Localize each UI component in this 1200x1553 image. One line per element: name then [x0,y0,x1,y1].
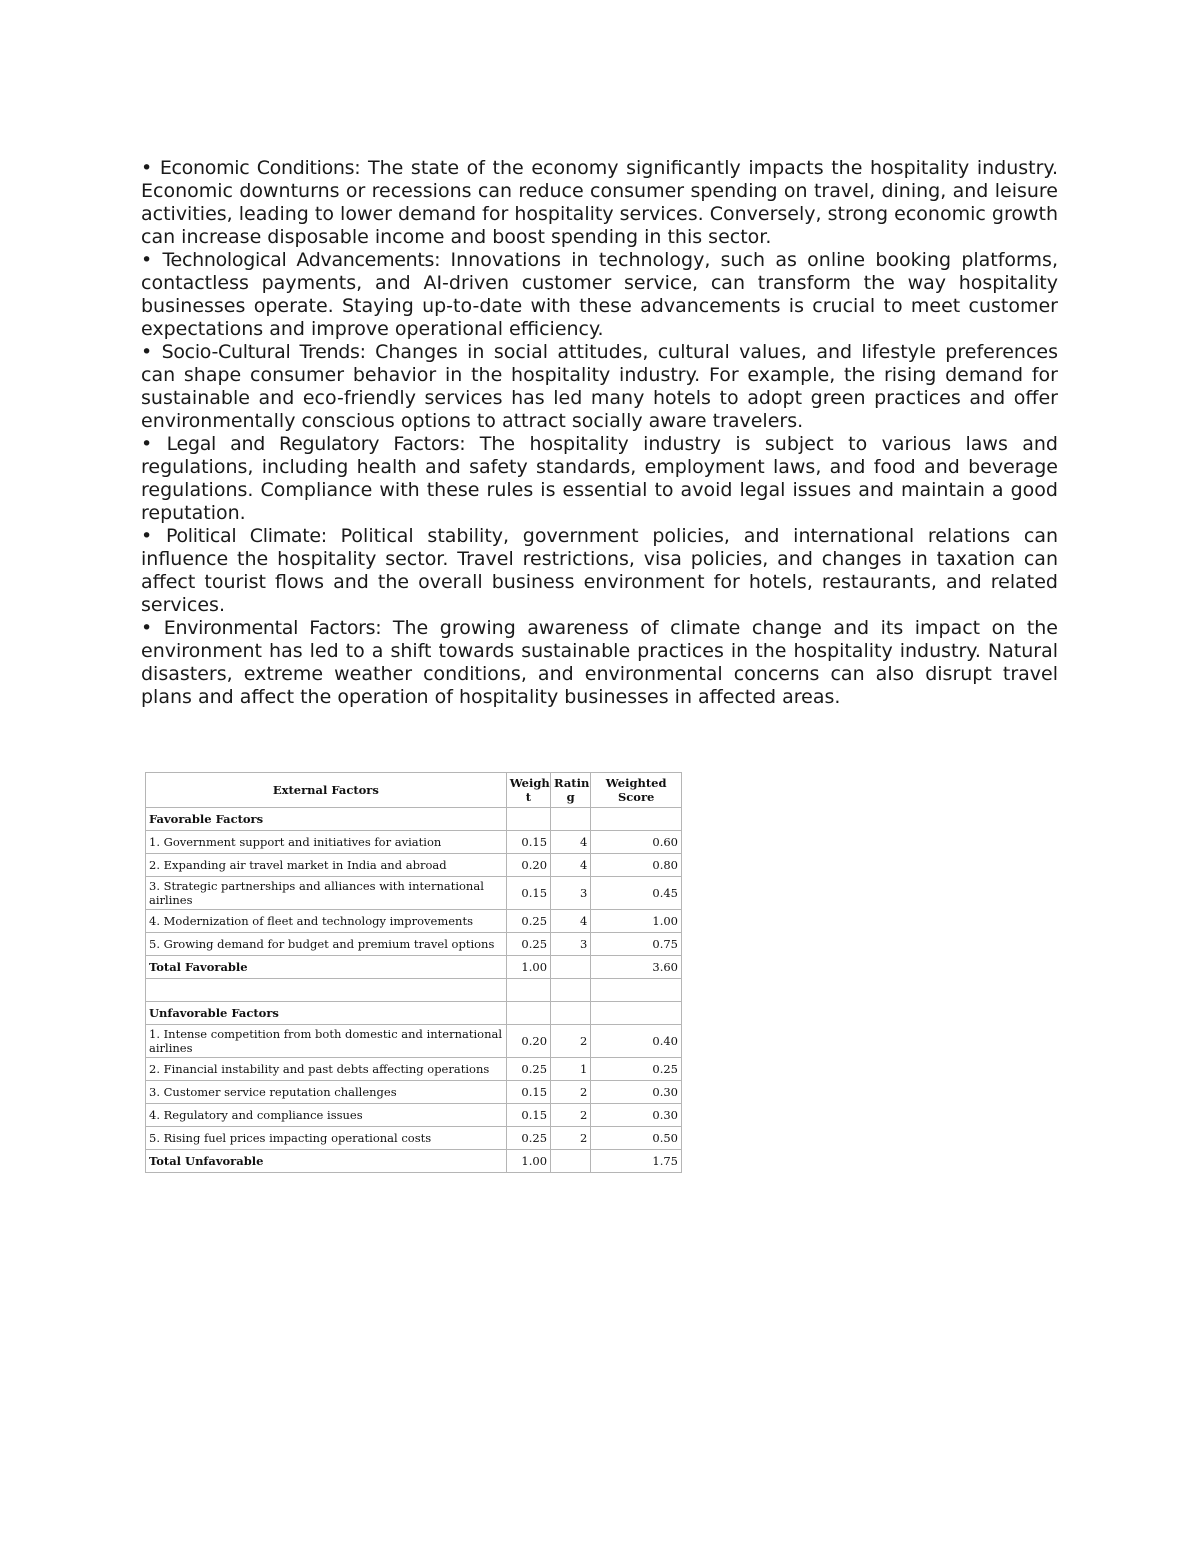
factor-cell: 3. Customer service reputation challenges [146,1081,507,1104]
table-row [146,1104,682,1127]
weight-cell: 0.15 [506,1104,550,1127]
score-cell: 1.00 [591,910,682,933]
empty-cell [146,979,507,1002]
paragraph-political [141,525,1058,617]
efe-matrix-table-wrap [145,772,682,1173]
table-row [146,1025,682,1058]
table-row [146,933,682,956]
table-row [146,910,682,933]
paragraph-economic [141,157,1058,249]
paragraph-environmental [141,617,1058,709]
efe-matrix-table [145,772,682,1173]
factor-cell: 1. Intense competition from both domestic and international airlines [146,1025,507,1058]
paragraph-body: Political stability, government policies, and international relations can influence the hospitality sector. Travel restrictions, visa policies, and changes in taxation can affect tourist flows and the overall business environment for hotels, restaurants, and related services. [141,525,1059,616]
rating-cell: 3 [551,877,591,910]
paragraph-body: The growing awareness of climate change and its impact on the environment has led to a shift towards sustainable practices in the hospitality industry. Natural disasters, extreme weather conditions, and environmental concerns can also disrupt travel plans and affect the operation of hospitality businesses in affected areas. [141,617,1058,708]
header-rating: Ratin g [551,773,591,808]
score-cell: 0.45 [591,877,682,910]
empty-cell [551,808,591,831]
weight-cell: 0.15 [506,831,550,854]
rating-cell: 4 [551,854,591,877]
paragraph-body: The state of the economy significantly impacts the hospitality industry. Economic downturns or recessions can reduce consumer spending on travel, dining, and leisure activities, leading to lower demand for hospitality services. Conversely, strong economic growth can increase disposable income and boost spending in this sector. [141,157,1059,248]
rating-cell: 2 [551,1025,591,1058]
paragraph-legal [141,433,1058,525]
weight-cell: 0.15 [506,1081,550,1104]
total-weight: 1.00 [506,1150,550,1173]
table-row [146,1058,682,1081]
rating-cell: 4 [551,831,591,854]
table-row [146,854,682,877]
rating-cell: 2 [551,1081,591,1104]
total-weight: 1.00 [506,956,550,979]
section-row-unfavorable [146,1002,682,1025]
weight-cell: 0.20 [506,1025,550,1058]
factor-cell: 1. Government support and initiatives for aviation [146,831,507,854]
section-title: Unfavorable Factors [146,1002,507,1025]
paragraph-body: The hospitality industry is subject to various laws and regulations, including health and safety standards, employment laws, and food and beverage regulations. Compliance with these rules is essential to avoid legal issues and maintain a good reputation. [141,433,1058,524]
rating-cell: 2 [551,1127,591,1150]
total-rating [551,956,591,979]
bullet: • [141,433,153,455]
empty-cell [551,979,591,1002]
total-rating [551,1150,591,1173]
paragraph-socio-cultural [141,341,1058,433]
factor-cell: 4. Regulatory and compliance issues [146,1104,507,1127]
factor-cell: 2. Expanding air travel market in India and abroad [146,854,507,877]
table-row [146,831,682,854]
factor-cell: 5. Growing demand for budget and premium travel options [146,933,507,956]
score-cell: 0.80 [591,854,682,877]
paragraph-heading: Environmental Factors: [163,617,382,639]
rating-cell: 2 [551,1104,591,1127]
bullet: • [141,157,153,179]
score-cell: 0.75 [591,933,682,956]
table-header-row [146,773,682,808]
weight-cell: 0.25 [506,1127,550,1150]
total-row-favorable [146,956,682,979]
paragraph-body: Innovations in technology, such as online booking platforms, contactless payments, and AI-driven customer service, can transform the way hospitality businesses operate. Staying up-to-date with these advancements is crucial to meet customer expectations and improve operational efficiency. [141,249,1058,340]
empty-cell [591,808,682,831]
paragraph-heading: Economic Conditions: [159,157,361,179]
empty-cell [506,979,550,1002]
score-cell: 0.50 [591,1127,682,1150]
empty-cell [551,1002,591,1025]
total-row-unfavorable [146,1150,682,1173]
bullet: • [141,341,153,363]
factor-cell: 3. Strategic partnerships and alliances with international airlines [146,877,507,910]
weight-cell: 0.25 [506,933,550,956]
factor-cell: 5. Rising fuel prices impacting operational costs [146,1127,507,1150]
rating-cell: 4 [551,910,591,933]
paragraph-technological [141,249,1058,341]
total-label: Total Unfavorable [146,1150,507,1173]
paragraph-heading: Political Climate: [165,525,327,547]
table-row [146,1081,682,1104]
bullet: • [141,617,153,639]
total-label: Total Favorable [146,956,507,979]
weight-cell: 0.25 [506,910,550,933]
weight-cell: 0.20 [506,854,550,877]
total-score: 1.75 [591,1150,682,1173]
bullet: • [141,249,153,271]
empty-cell [506,808,550,831]
header-weighted-score: Weighted Score [591,773,682,808]
score-cell: 0.60 [591,831,682,854]
rating-cell: 1 [551,1058,591,1081]
header-external-factors: External Factors [146,773,507,808]
spacer-row [146,979,682,1002]
total-score: 3.60 [591,956,682,979]
weight-cell: 0.25 [506,1058,550,1081]
table-row [146,877,682,910]
score-cell: 0.25 [591,1058,682,1081]
score-cell: 0.40 [591,1025,682,1058]
empty-cell [591,979,682,1002]
table-row [146,1127,682,1150]
empty-cell [591,1002,682,1025]
section-title: Favorable Factors [146,808,507,831]
rating-cell: 3 [551,933,591,956]
factor-cell: 4. Modernization of fleet and technology improvements [146,910,507,933]
paragraph-heading: Legal and Regulatory Factors: [166,433,466,455]
score-cell: 0.30 [591,1081,682,1104]
score-cell: 0.30 [591,1104,682,1127]
paragraph-heading: Technological Advancements: [162,249,441,271]
header-weight: Weigh t [506,773,550,808]
paragraph-body: Changes in social attitudes, cultural values, and lifestyle preferences can shape consumer behavior in the hospitality industry. For example, the rising demand for sustainable and eco-friendly services has led many hotels to adopt green practices and offer environmentally conscious options to attract socially aware travelers. [141,341,1058,432]
empty-cell [506,1002,550,1025]
pestel-text-block [141,157,1058,709]
weight-cell: 0.15 [506,877,550,910]
bullet: • [141,525,153,547]
section-row-favorable [146,808,682,831]
paragraph-heading: Socio-Cultural Trends: [161,341,366,363]
factor-cell: 2. Financial instability and past debts affecting operations [146,1058,507,1081]
